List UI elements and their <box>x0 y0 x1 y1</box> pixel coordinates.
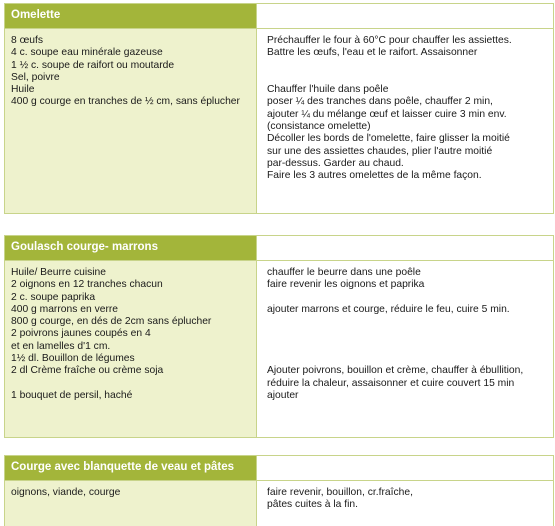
recipe-header <box>5 236 553 261</box>
step-line: (consistance omelette) <box>267 121 371 133</box>
ingredient-line: Huile/ Beurre cuisine <box>11 267 107 278</box>
recipe-body <box>5 261 553 437</box>
step-line: poser ¼ des tranches dans poêle, chauffer 2 min, <box>267 96 493 108</box>
header-blank-cell <box>257 456 553 480</box>
header-blank-cell <box>257 4 553 28</box>
ingredient-line: 1 bouquet de persil, haché <box>11 389 133 401</box>
step-line: chauffer le beurre dans une poêle <box>267 267 421 278</box>
ingredient-line: et en lamelles d'1 cm. <box>11 340 111 352</box>
step-line: faire revenir les oignons et paprika <box>267 279 425 291</box>
step-line <box>267 353 553 365</box>
ingredient-line: 1½ dl. Bouillon de légumes <box>11 353 135 365</box>
step-line: Ajouter poivrons, bouillon et crème, chauffer à ébullition, <box>267 365 524 377</box>
ingredients-list <box>5 481 257 526</box>
ingredient-line: 2 poivrons jaunes coupés en 4 <box>11 328 151 340</box>
steps-list <box>257 481 553 526</box>
step-line: Battre les œufs, l'eau et le raifort. Assaisonner <box>267 47 478 59</box>
step-line: Préchauffer le four à 60°C pour chauffer les assiettes. <box>267 35 512 46</box>
step-line <box>267 341 553 353</box>
recipe-body <box>5 29 553 213</box>
recipe-title: Goulasch courge- marrons <box>5 236 257 260</box>
ingredients-list <box>5 29 257 213</box>
step-line: ajouter marrons et courge, réduire le feu, cuire 5 min. <box>267 303 510 315</box>
ingredient-line: 4 c. soupe eau minérale gazeuse <box>11 47 163 59</box>
ingredient-line: Huile <box>11 84 35 96</box>
ingredient-line: 400 g marrons en verre <box>11 303 119 315</box>
step-line: faire revenir, bouillon, cr.fraîche, <box>267 487 413 498</box>
step-line: sur une des assiettes chaudes, plier l'autre moitié <box>267 145 493 157</box>
ingredient-line: 2 c. soupe paprika <box>11 291 96 303</box>
step-line: Chauffer l'huile dans poêle <box>267 84 389 96</box>
ingredient-line: Sel, poivre <box>11 71 60 83</box>
ingredient-line: oignons, viande, courge <box>11 487 121 498</box>
step-line: Décoller les bords de l'omelette, faire glisser la moitié <box>267 133 510 145</box>
header-blank-cell <box>257 236 553 260</box>
steps-list <box>257 261 553 437</box>
recipe-body <box>5 481 553 526</box>
recipe-goulasch <box>4 235 554 438</box>
step-line: pâtes cuites à la fin. <box>267 499 359 511</box>
recipe-title: Courge avec blanquette de veau et pâtes <box>5 456 257 480</box>
steps-list <box>257 29 553 213</box>
recipe-courge-blanquette <box>4 455 554 526</box>
ingredient-line: 2 dl Crème fraîche ou crème soja <box>11 365 164 377</box>
step-line <box>267 72 553 84</box>
ingredient-line: 800 g courge, en dés de 2cm sans éplucher <box>11 316 212 328</box>
step-line: réduire la chaleur, assaisonner et cuire couvert 15 min <box>267 377 515 389</box>
step-line <box>267 292 553 304</box>
step-line: ajouter ¼ du mélange œuf et laisser cuire 3 min env. <box>267 108 507 120</box>
ingredient-line: 1 ½ c. soupe de raifort ou moutarde <box>11 59 175 71</box>
ingredient-line: 400 g courge en tranches de ½ cm, sans éplucher <box>11 96 240 108</box>
recipe-omelette <box>4 3 554 214</box>
recipe-header <box>5 456 553 481</box>
ingredient-line: 2 oignons en 12 tranches chacun <box>11 279 163 291</box>
ingredient-line: 8 œufs <box>11 35 44 46</box>
step-line: Faire les 3 autres omelettes de la même façon. <box>267 170 482 182</box>
step-line: par-dessus. Garder au chaud. <box>267 157 404 169</box>
step-line <box>267 60 553 72</box>
recipe-title: Omelette <box>5 4 257 28</box>
step-line <box>267 328 553 340</box>
ingredients-list <box>5 261 257 437</box>
ingredient-line <box>11 378 256 390</box>
recipe-header <box>5 4 553 29</box>
step-line: ajouter <box>267 389 299 401</box>
step-line <box>267 316 553 328</box>
